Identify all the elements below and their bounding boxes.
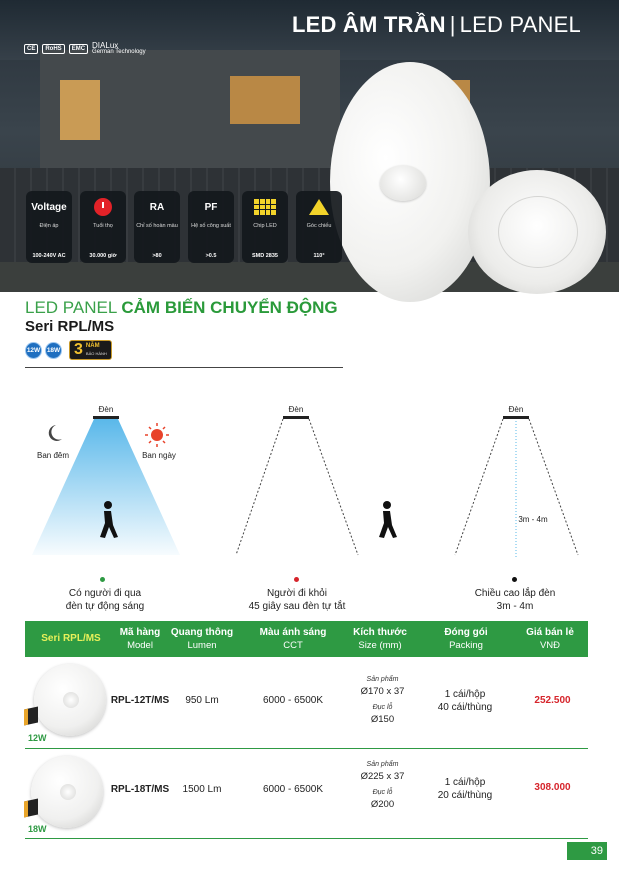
caption-line: Người đi khỏi [267,588,327,599]
spec-label: Góc chiếu [306,223,332,229]
row-size: Sản phẩm Ø170 x 37 Đục lỗ Ø150 [360,676,405,725]
row-divider [25,838,588,839]
title-separator: | [449,12,456,37]
sensor-diagrams [0,395,619,565]
lamp-fixture-icon [503,416,529,419]
product-title-bold: CẢM BIẾN CHUYỂN ĐỘNG [121,298,338,317]
caption-line: Có người đi qua [68,588,142,599]
header-cct: Màu ánh sáng CCT [259,627,327,651]
table-row [25,660,588,748]
hero-window [60,80,100,140]
lamp-label: Đèn [288,405,304,414]
title-bold: LED ÂM TRẦN [292,12,446,37]
header-model: Mã hàng Model [119,627,161,651]
header-series: Seri RPL/MS [41,633,101,644]
dialux-name: DIALux [92,41,119,50]
row-lumen: 1500 Lm [182,784,222,795]
spec-ra [134,191,180,263]
warranty-sub: BẢO HÀNH [85,351,107,356]
warranty-years: 3 [74,341,83,358]
status-dot-black [512,577,517,582]
dialux-logo [92,42,146,56]
row-lumen: 950 Lm [185,695,219,706]
caption-line: Chiều cao lắp đèn [474,588,556,599]
row-price: 252.500 [534,695,571,706]
spec-label: Chip LED [253,223,277,229]
lamp-label: Đèn [508,405,524,414]
caption-install-height [440,587,590,613]
clock-icon [94,198,112,216]
product-series: Seri RPL/MS [25,318,115,335]
ra-icon: RA [149,201,165,213]
spec-value: 110° [313,253,325,259]
led-panel-back-ring [498,196,578,268]
product-badges [25,340,112,360]
caption-motion-on [30,587,180,613]
status-dot-green [100,577,105,582]
row-model: RPL-12T/MS [110,695,170,706]
ce-mark-icon: CE [24,44,38,54]
chip-icon [254,199,276,215]
divider [25,367,343,368]
caption-line: 3m - 4m [496,601,534,612]
row-packing: 1 cái/hộp 40 cái/thùng [437,689,493,713]
spec-chip [242,191,288,263]
row-size: Sản phẩm Ø225 x 37 Đục lỗ Ø200 [360,761,405,810]
spec-voltage [26,191,72,263]
beam-angle-icon [309,199,329,215]
person-icon [379,501,397,538]
header-packing: Đóng gói Packing [444,627,488,651]
lamp-label: Đèn [98,405,114,414]
row-watt-label: 12W [28,733,47,743]
row-cct: 6000 - 6500K [262,784,324,795]
watt-18-badge: 18W [45,342,62,359]
height-label: 3m - 4m [518,515,548,524]
table-header [25,621,588,657]
table-row [25,750,588,838]
spec-label: Điện áp [39,223,59,229]
spec-pf [188,191,234,263]
row-cct: 6000 - 6500K [262,695,324,706]
spec-icons [26,191,342,263]
spec-value: 30.000 giờ [89,253,117,259]
day-label: Ban ngày [142,451,176,460]
row-model: RPL-18T/MS [110,784,170,795]
warranty-word: NĂM [85,343,100,349]
watt-12-badge: 12W [25,342,42,359]
pf-icon: PF [204,201,218,213]
rohs-mark-icon: RoHS [42,44,64,54]
caption-line: 45 giây sau đèn tự tắt [248,601,346,612]
page-title [292,12,581,38]
spec-label: Tuổi thọ [93,223,113,229]
spec-value: SMD 2835 [252,253,278,259]
certification-row [24,42,146,56]
spec-beam-angle [296,191,342,263]
spec-value: >0.5 [205,253,217,259]
title-thin: LED PANEL [459,12,581,37]
status-dot-red [294,577,299,582]
row-watt-label: 18W [28,824,47,834]
spec-value: 100-240V AC [32,253,66,259]
product-title [25,298,338,318]
row-packing: 1 cái/hộp 20 cái/thùng [437,777,493,801]
dialux-subtitle: German Technology [92,49,146,55]
header-size: Kích thước Size (mm) [353,627,407,651]
sun-icon [145,423,169,447]
header-lumen: Quang thông Lumen [170,627,234,651]
lamp-fixture-icon [283,416,309,419]
row-divider [25,748,588,749]
moon-icon [49,425,62,441]
voltage-icon: Voltage [31,201,67,213]
hero-window [230,76,300,124]
spec-label: Chỉ số hoàn màu [136,223,178,229]
motion-sensor-image [380,165,426,201]
lamp-fixture-icon [93,416,119,419]
caption-line: đèn tự động sáng [65,601,145,612]
emc-mark-icon: EMC [69,44,88,54]
night-label: Ban đêm [36,451,70,460]
page-number: 39 [567,842,607,860]
spec-lifetime [80,191,126,263]
row-price: 308.000 [534,782,571,793]
header-price: Giá bán lẻ VNĐ [526,627,574,651]
product-title-prefix: LED PANEL [25,298,122,317]
spec-label: Hệ số công suất [191,223,231,229]
caption-motion-off [222,587,372,613]
spec-value: >80 [152,253,162,259]
warranty-badge [69,340,112,360]
